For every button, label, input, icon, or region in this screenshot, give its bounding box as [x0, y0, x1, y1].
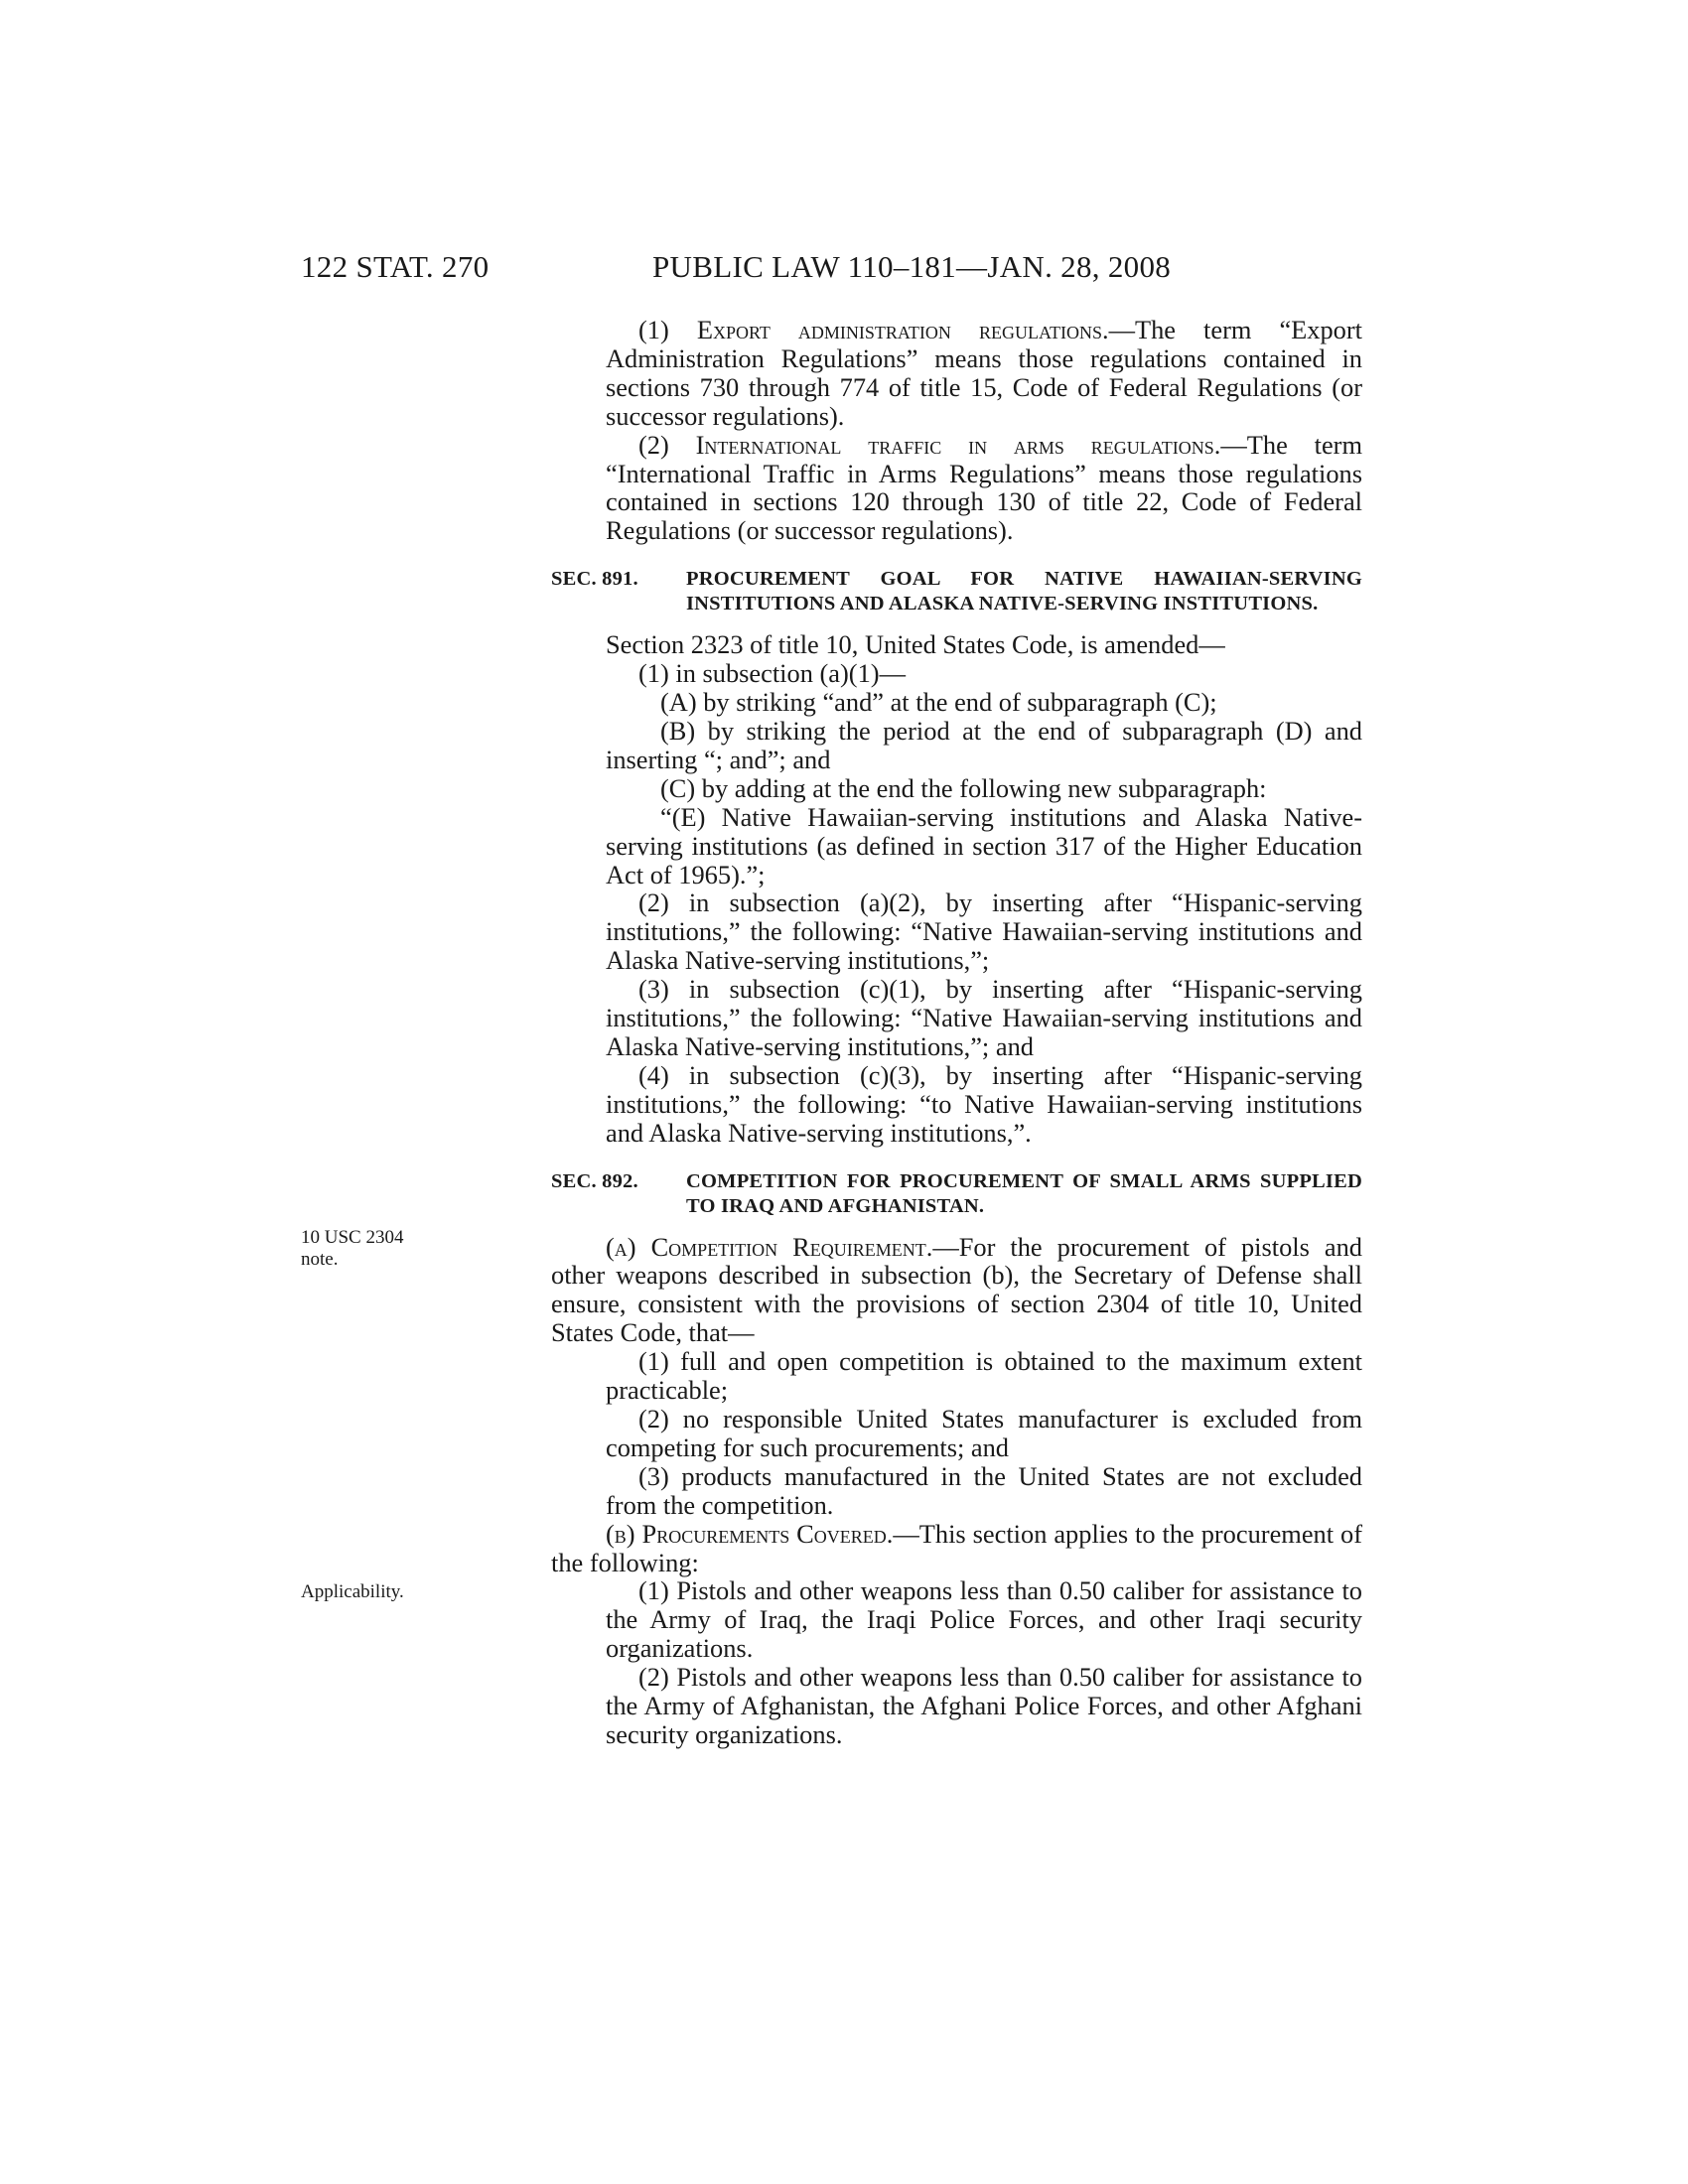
- definition-2-text: —The term “International Traffic in Arms Regulations” means those regulations contained in sections 120 through 130 of title 22, Code of Federal Regulations (or successor regulations).: [606, 429, 1362, 546]
- section-891-para-4: (4) in subsection (c)(3), by inserting after “Hispanic-serving institutions,” the following: “to Native Hawaiian-serving institutions and Alaska Native-serving institutions,”.: [606, 1059, 1362, 1148]
- section-892-a-para-3: (3) products manufactured in the United States are not excluded from the competition.: [606, 1460, 1362, 1520]
- definition-2-heading: (2) International traffic in arms regulations.: [638, 429, 1221, 460]
- margin-note-applicability: Applicability.: [301, 1581, 404, 1602]
- margin-note-citation: 10 USC 2304 note.: [301, 1227, 404, 1270]
- section-891-para-E: “(E) Native Hawaiian-serving institutions and Alaska Native-serving institutions (as defined in section 317 of the Higher Education Act of 1965).”;: [606, 801, 1362, 889]
- section-892-b-para-2: (2) Pistols and other weapons less than 0.50 caliber for assistance to the Army of Afghanistan, the Afghani Police Forces, and other Afghani security organizations.: [606, 1662, 1362, 1749]
- section-891-para-B: (B) by striking the period at the end of subparagraph (D) and inserting “; and”; and: [606, 715, 1362, 774]
- definition-1-heading: (1) Export administration regulations.: [638, 315, 1109, 344]
- page-header-title: PUBLIC LAW 110–181—JAN. 28, 2008: [652, 249, 1172, 284]
- text-column: [551, 316, 1362, 1749]
- section-892-a-para-1: (1) full and open competition is obtained to the maximum extent practicable;: [606, 1346, 1362, 1406]
- subsection-b-text: —This section applies to the procurement of the following:: [551, 1518, 1362, 1577]
- section-891-para-2: (2) in subsection (a)(2), by inserting after “Hispanic-serving institutions,” the following: “Native Hawaiian-serving institutions and Alaska Native-serving institutions,”;: [606, 887, 1362, 976]
- section-892-subsection-b: [551, 1520, 1362, 1577]
- section-891-para-A: (A) by striking “and” at the end of subparagraph (C);: [660, 687, 1217, 718]
- definition-1: [551, 316, 1362, 431]
- definition-2: [551, 431, 1362, 546]
- section-891-intro: Section 2323 of title 10, United States Code, is amended—: [606, 629, 1225, 660]
- subsection-a-text: —For the procurement of pistols and other weapons described in subsection (b), the Secretary of Defense shall ensure, consistent with the provisions of section 2304 of title 10, United States Code, that—: [551, 1231, 1362, 1348]
- subsection-b-heading: (b) Procurements Covered.: [606, 1518, 894, 1549]
- section-891-para-3: (3) in subsection (c)(1), by inserting after “Hispanic-serving institutions,” the following: “Native Hawaiian-serving institutions and Alaska Native-serving institutions,”; and: [606, 974, 1362, 1061]
- section-892-a-para-2: (2) no responsible United States manufacturer is excluded from competing for such procurements; and: [606, 1404, 1362, 1462]
- section-891-para-1: (1) in subsection (a)(1)—: [638, 658, 906, 689]
- section-892-heading: [551, 1169, 1362, 1219]
- subsection-a-heading: (a) Competition Requirement.: [606, 1231, 933, 1262]
- definition-1-text: —The term “Export Administration Regulations” means those regulations contained in sections 730 through 774 of title 15, Code of Federal Regulations (or successor regulations).: [606, 315, 1362, 431]
- section-892-b-para-1: (1) Pistols and other weapons less than 0.50 caliber for assistance to the Army of Iraq, the Iraqi Police Forces, and other Iraqi security organizations.: [606, 1575, 1362, 1664]
- page-stat-citation: 122 STAT. 270: [301, 249, 490, 284]
- section-891-heading: [551, 567, 1362, 616]
- section-892-title: COMPETITION FOR PROCUREMENT OF SMALL ARMS SUPPLIED TO IRAQ AND AFGHANISTAN.: [686, 1169, 1362, 1217]
- section-891-title: PROCUREMENT GOAL FOR NATIVE HAWAIIAN-SERVING INSTITUTIONS AND ALASKA NATIVE-SERVING INSTITUTIONS.: [686, 568, 1362, 615]
- section-891-para-C: (C) by adding at the end the following new subparagraph:: [660, 772, 1267, 803]
- section-891-number: SEC. 891.: [551, 568, 638, 591]
- section-892-number: SEC. 892.: [551, 1169, 638, 1192]
- section-892-subsection-a: [551, 1233, 1362, 1348]
